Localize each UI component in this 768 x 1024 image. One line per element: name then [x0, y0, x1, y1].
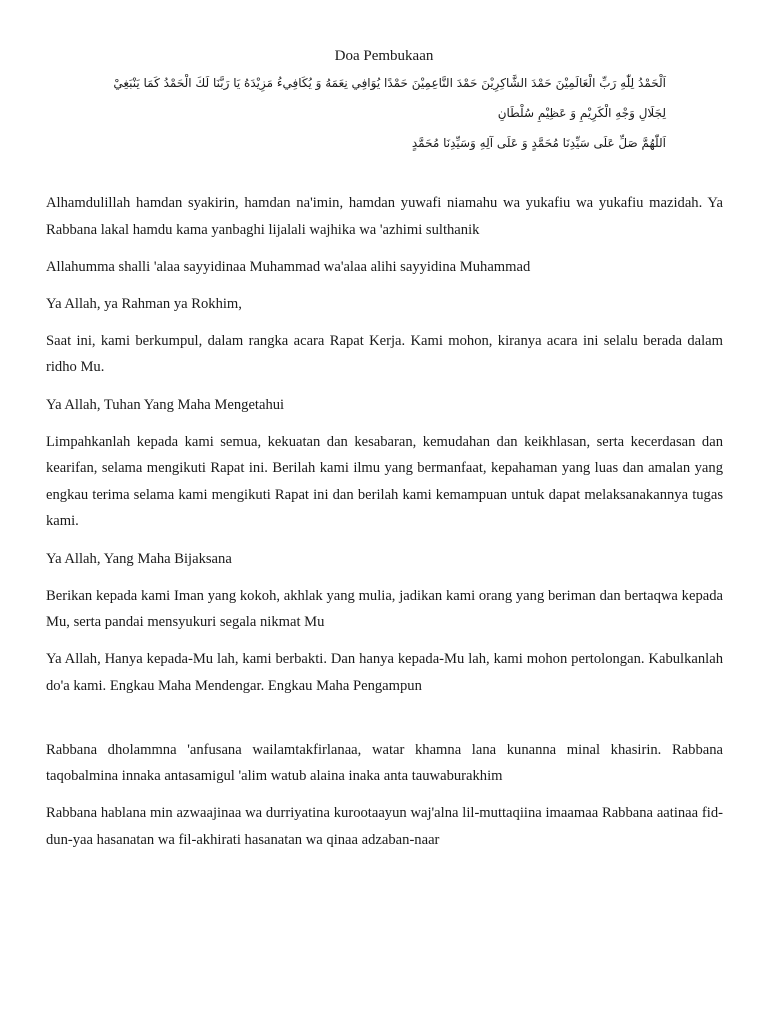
paragraph-rabbana-dholamna: Rabbana dholammna 'anfusana wailamtakfirlanaa, watar khamna lana kunanna minal khasirin. Rabbana taqobalmina innaka antasamigul 'alim watub alaina inaka anta tauwaburakhim: [46, 741, 723, 785]
paragraph-devotion: Ya Allah, Hanya kepada-Mu lah, kami berbakti. Dan hanya kepada-Mu lah, kami mohon pertolongan. Kabulkanlah do'a kami. Engkau Maha Mendengar. Engkau Maha Pengampun: [46, 651, 723, 694]
paragraph-invocation-wise: Ya Allah, Yang Maha Bijaksana: [46, 550, 232, 567]
document-title: Doa Pembukaan: [334, 48, 434, 64]
paragraph-invocation-knowing: Ya Allah, Tuhan Yang Maha Mengetahui: [46, 396, 285, 413]
paragraph-gathering: Saat ini, kami berkumpul, dalam rangka acara Rapat Kerja. Kami mohon, kiranya acara ini selalu berada dalam ridho Mu.: [46, 332, 723, 376]
prayer-body: [46, 190, 723, 864]
arabic-prayer-hamd: اَلْحَمْدُ لِلّٰهِ رَبِّ الْعَالَمِيْنَ حَمْدَ الشَّاكِرِيْنَ حَمْدَ النَّاعِمِيْنَ حَمْدًا يُوَافِي نِعَمَهُ وَ يُكَافِيءُ مَزِيْدَهُ يَا رَبَّنَا لَكَ الْحَمْدُ كَمَا يَنْبَغِيْ لِجَلَالِ وَجْهِ الْكَرِيْمِ وَ عَظِيْمِ سُلْطَانِ: [113, 76, 666, 120]
arabic-prayer-shalawat: اَللّٰهُمَّ صَلِّ عَلَى سَيِّدِنَا مُحَمَّدٍ وَ عَلَى آلِهِ وَسَيِّدِنَا مُحَمَّدٍ: [411, 136, 666, 150]
paragraph-shalawat: Allahumma shalli 'alaa sayyidinaa Muhammad wa'alaa alihi sayyidina Muhammad: [46, 258, 531, 275]
paragraph-rabbana-hablana: Rabbana hablana min azwaajinaa wa durriyatina kurootaayun waj'alna lil-muttaqiina imaamaa Rabbana aatinaa fid-dun-yaa hasanatan wa fil-akhirati hasanatan wa qinaa adzaban-naar: [46, 805, 723, 848]
paragraph-invocation-rahman: Ya Allah, ya Rahman ya Rokhim,: [46, 295, 242, 312]
paragraph-request-strength: Limpahkanlah kepada kami semua, kekuatan dan kesabaran, kemudahan dan keikhlasan, serta kecerdasan dan kearifan, selama mengikuti Rapat ini. Berilah kami ilmu yang bermanfaat, kepahaman yang luas dan amalan yang engkau terima selama kami mengikuti Rapat ini dan berilah kami kemampuan untuk dapat melaksanakannya tugas kami.: [46, 433, 723, 530]
paragraph-request-faith: Berikan kepada kami Iman yang kokoh, akhlak yang mulia, jadikan kami orang yang beriman dan bertaqwa kepada Mu, serta pandai mensyukuri segala nikmat Mu: [46, 587, 723, 631]
paragraph-hamdalah: Alhamdulillah hamdan syakirin, hamdan na'imin, hamdan yuwafi niamahu wa yukafiu wa yukafiu mazidah. Ya Rabbana lakal hamdu kama yanbaghi lijalali wajhika wa 'azhimi sulthanik: [46, 195, 723, 238]
